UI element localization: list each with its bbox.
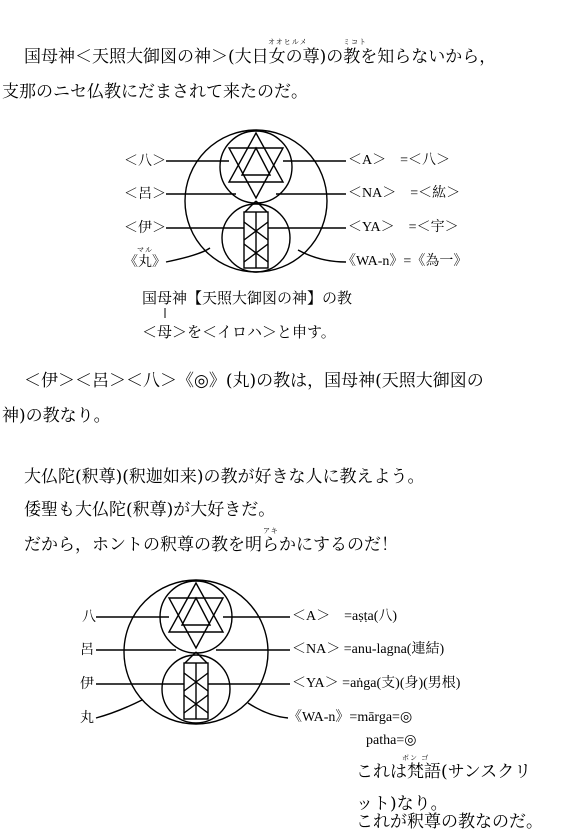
ruby-bongo: ボン ゴ (402, 754, 430, 762)
d2-right-1: ＜A＞ =aṣṭa(八) (292, 609, 398, 624)
d2-left-3: 伊 (80, 676, 94, 692)
d2-patha: patha=◎ (366, 733, 417, 748)
d1-right-4: 《WA-n》=《為一》 (342, 254, 468, 269)
d1-left-2: ＜呂＞ (124, 186, 166, 202)
ruby-mikoto: ミコト (343, 38, 367, 46)
ruby-maru: マル (137, 246, 153, 254)
d1-right-3: ＜YA＞ =＜宇＞ (348, 220, 459, 235)
para1-line1: 国母神＜天照大御図の神＞(大日女の尊)の教を知らないから， (24, 47, 497, 67)
d2-left-1: 八 (82, 609, 96, 625)
d2-right-3: ＜YA＞ =aṅga(支)(身)(男根) (292, 676, 461, 691)
closing-line3: これが釈尊の教なのだ。 (356, 812, 543, 832)
d2-left-2: 呂 (80, 642, 94, 658)
upper-circle-2 (160, 581, 232, 653)
d1-right-1: ＜A＞ =＜八＞ (348, 153, 451, 168)
caption-line1: 国母神【天照大御図の神】の教 (142, 289, 353, 307)
d1-left-3: ＜伊＞ (124, 220, 166, 236)
ruby-aki: アキ (263, 527, 279, 535)
para3-line2: 倭聖も大仏陀(釈尊)が大好きだ。 (24, 500, 276, 520)
d2-right-2: ＜NA＞ =anu-lagna(連結) (292, 642, 445, 657)
para3-line1: 大仏陀(釈尊)(釈迦如来)の教が好きな人に教えよう。 (24, 467, 425, 487)
para1-line2: 支那のニセ仏教にだまされて来たのだ。 (2, 82, 308, 102)
para3-line3: だから，ホントの釈尊の教を明らかにするのだ！ (24, 535, 398, 555)
caption-line2: ＜母＞を＜イロハ＞と申す。 (142, 323, 336, 341)
d1-right-2: ＜NA＞ =＜紘＞ (348, 186, 461, 201)
d2-right-4: 《WA-n》=mārga=◎ (288, 710, 413, 725)
closing-line2: ット)なり。 (356, 794, 448, 814)
d1-left-4: 《丸》 (124, 254, 166, 270)
d2-left-4: 丸 (80, 710, 94, 726)
para2-line1: ＜伊＞＜呂＞＜八＞《◎》(丸)の教は，国母神(天照大御図の (24, 371, 484, 391)
ruby-ohirume: オオヒルメ (268, 38, 308, 46)
closing-line1: これは梵語(サンスクリ (356, 762, 532, 782)
d1-left-1: ＜八＞ (124, 153, 166, 169)
para2-line2: 神)の教なり。 (2, 406, 111, 426)
